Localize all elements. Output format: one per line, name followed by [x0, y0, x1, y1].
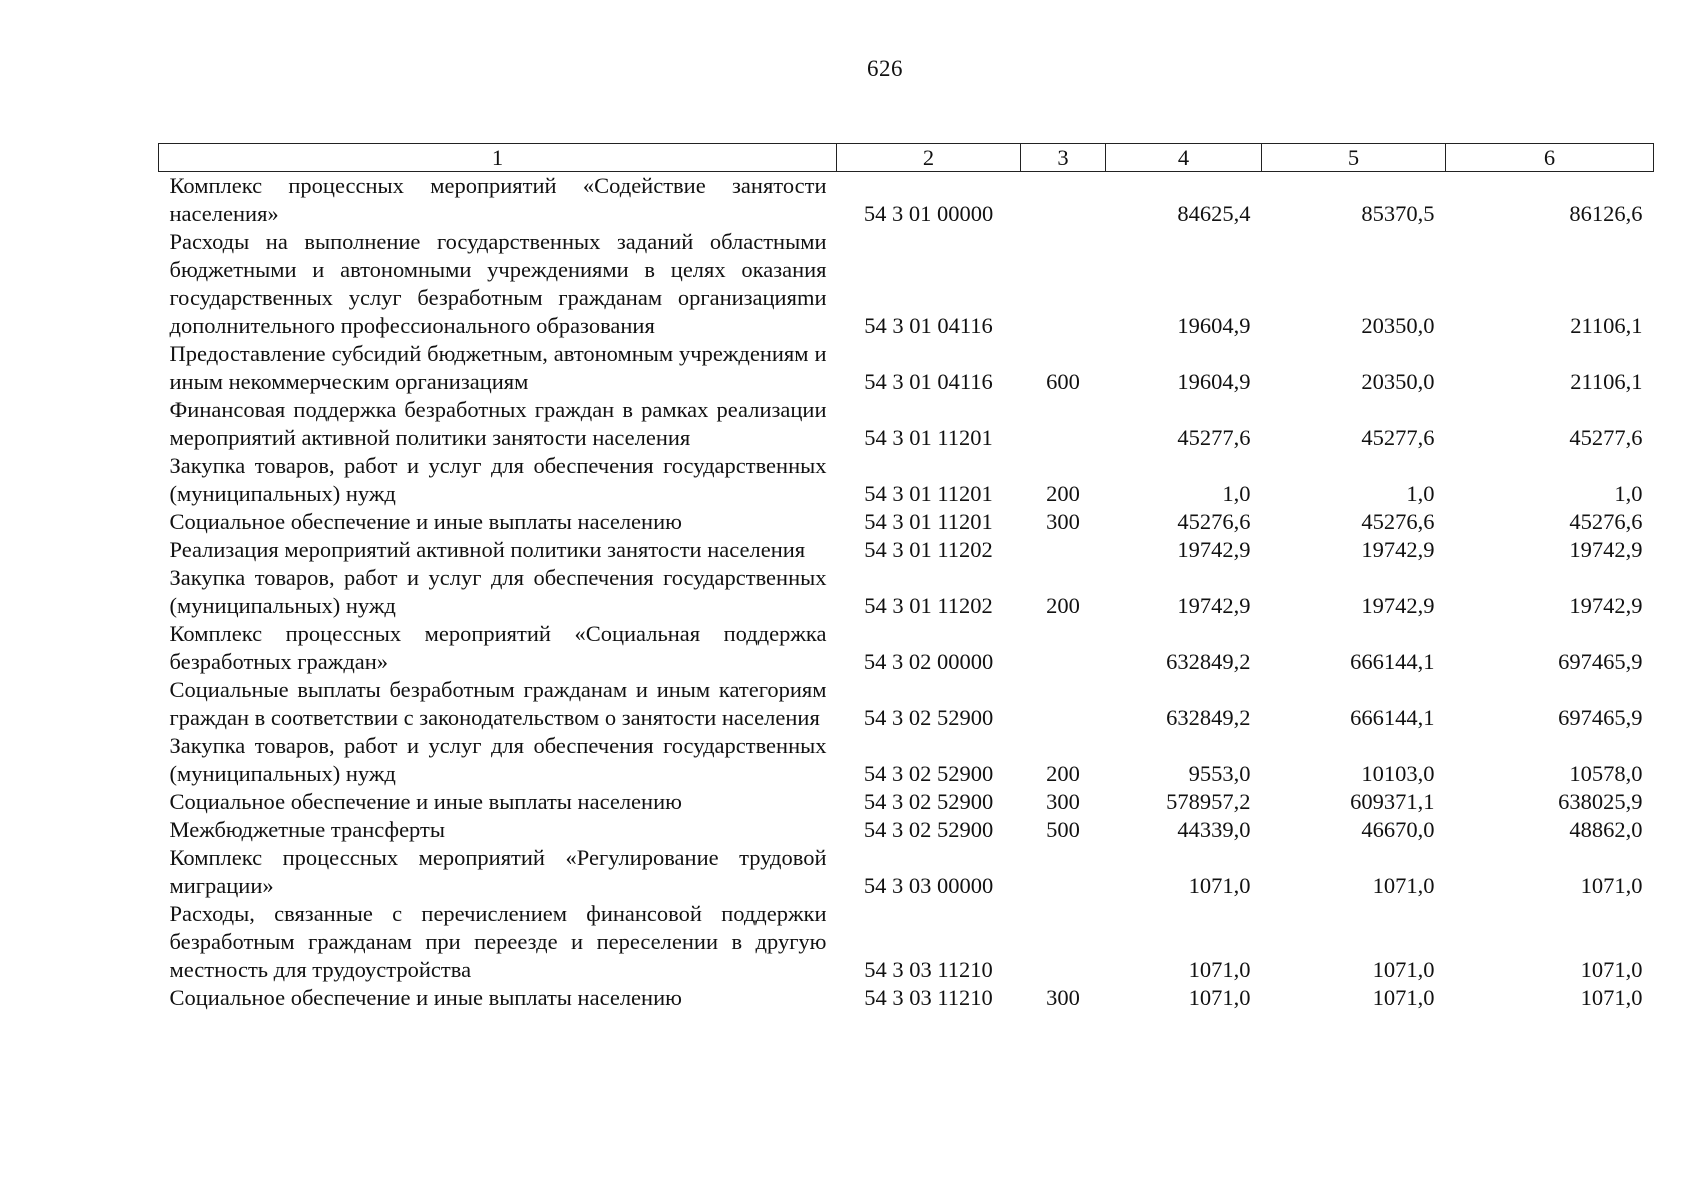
row-value-col5: 85370,5	[1361, 201, 1435, 226]
table-row	[159, 900, 1654, 984]
row-code: 54 3 02 52900	[863, 789, 994, 814]
row-name: Социальное обеспечение и иные выплаты населению	[169, 985, 682, 1010]
row-name: Закупка товаров, работ и услуг для обеспечения государственных (муниципальных) нужд	[169, 565, 827, 618]
row-expense-type: 300	[1046, 509, 1080, 534]
row-value-col4: 19742,9	[1177, 593, 1251, 618]
row-code: 54 3 02 52900	[863, 817, 994, 842]
row-code: 54 3 01 00000	[863, 201, 994, 226]
table-row	[159, 788, 1654, 816]
row-value-col5: 1071,0	[1372, 873, 1435, 898]
header-col-6: 6	[1446, 144, 1654, 172]
row-value-col4: 45277,6	[1177, 425, 1251, 450]
row-expense-type: 200	[1046, 593, 1080, 618]
row-value-col6: 1,0	[1614, 481, 1643, 506]
table-row	[159, 984, 1654, 1012]
row-value-col6: 1071,0	[1580, 873, 1643, 898]
row-value-col4: 1071,0	[1188, 985, 1251, 1010]
table-row	[159, 340, 1654, 396]
row-name: Социальные выплаты безработным гражданам и иным категориям граждан в соответствии с законодательством о занятости населения	[169, 677, 827, 730]
row-value-col6: 19742,9	[1569, 537, 1643, 562]
row-value-col4: 19604,9	[1177, 369, 1251, 394]
row-value-col5: 609371,1	[1350, 789, 1435, 814]
header-col-2: 2	[837, 144, 1021, 172]
table-row	[159, 396, 1654, 452]
row-value-col4: 578957,2	[1166, 789, 1251, 814]
table-row	[159, 536, 1654, 564]
row-value-col6: 697465,9	[1558, 649, 1643, 674]
row-expense-type	[1021, 620, 1106, 676]
budget-table	[158, 143, 1654, 1012]
row-value-col4: 19604,9	[1177, 313, 1251, 338]
row-value-col6: 697465,9	[1558, 705, 1643, 730]
row-value-col5: 19742,9	[1361, 537, 1435, 562]
row-value-col6: 45277,6	[1569, 425, 1643, 450]
row-value-col5: 45276,6	[1361, 509, 1435, 534]
table-row	[159, 676, 1654, 732]
row-code: 54 3 03 00000	[863, 873, 994, 898]
table-row	[159, 564, 1654, 620]
row-expense-type	[1021, 228, 1106, 340]
row-code: 54 3 01 04116	[864, 369, 993, 394]
row-value-col6: 21106,1	[1570, 369, 1643, 394]
row-code: 54 3 01 11201	[864, 481, 993, 506]
row-expense-type	[1021, 396, 1106, 452]
row-value-col5: 20350,0	[1361, 313, 1435, 338]
row-code: 54 3 01 04116	[864, 313, 993, 338]
row-name: Финансовая поддержка безработных граждан в рамках реализации мероприятий активной политики занятости населения	[169, 397, 827, 450]
row-name: Реализация мероприятий активной политики занятости населения	[169, 537, 806, 562]
row-value-col4: 1071,0	[1188, 873, 1251, 898]
row-code: 54 3 01 11202	[864, 537, 993, 562]
row-name: Комплекс процессных мероприятий «Социальная поддержка безработных граждан»	[169, 621, 827, 674]
row-name: Межбюджетные трансферты	[169, 817, 445, 842]
row-name: Закупка товаров, работ и услуг для обеспечения государственных (муниципальных) нужд	[169, 733, 827, 786]
row-value-col6: 48862,0	[1569, 817, 1643, 842]
row-value-col6: 1071,0	[1580, 985, 1643, 1010]
row-code: 54 3 01 11202	[864, 593, 993, 618]
table-row	[159, 816, 1654, 844]
row-name: Комплекс процессных мероприятий «Содействие занятости населения»	[169, 173, 827, 226]
row-value-col5: 1071,0	[1372, 985, 1435, 1010]
row-code: 54 3 03 11210	[864, 957, 993, 982]
table-row	[159, 732, 1654, 788]
row-expense-type: 200	[1046, 481, 1080, 506]
row-value-col5: 19742,9	[1361, 593, 1435, 618]
table-row	[159, 172, 1654, 229]
header-col-4: 4	[1106, 144, 1262, 172]
row-code: 54 3 01 11201	[864, 425, 993, 450]
row-value-col4: 1,0	[1222, 481, 1251, 506]
table-body	[159, 172, 1654, 1013]
row-value-col6: 21106,1	[1570, 313, 1643, 338]
row-code: 54 3 02 52900	[863, 705, 994, 730]
table-row	[159, 452, 1654, 508]
row-value-col5: 1,0	[1406, 481, 1435, 506]
row-value-col6: 638025,9	[1558, 789, 1643, 814]
row-value-col6: 45276,6	[1569, 509, 1643, 534]
header-col-3: 3	[1021, 144, 1106, 172]
row-name: Социальное обеспечение и иные выплаты населению	[169, 789, 682, 814]
table-header	[159, 144, 1654, 172]
row-value-col5: 20350,0	[1361, 369, 1435, 394]
row-value-col4: 45276,6	[1177, 509, 1251, 534]
header-row	[159, 144, 1654, 172]
header-col-5: 5	[1262, 144, 1446, 172]
row-expense-type	[1021, 536, 1106, 564]
table-row	[159, 508, 1654, 536]
row-expense-type	[1021, 676, 1106, 732]
row-name: Расходы, связанные с перечислением финансовой поддержки безработным гражданам при переезде и переселении в другую местность для трудоустройства	[169, 901, 827, 982]
row-code: 54 3 01 11201	[864, 509, 993, 534]
table-row	[159, 620, 1654, 676]
row-expense-type	[1021, 172, 1106, 229]
row-expense-type	[1021, 844, 1106, 900]
row-code: 54 3 03 11210	[864, 985, 993, 1010]
row-name: Предоставление субсидий бюджетным, автономным учреждениям и иным некоммерческим организациям	[169, 341, 827, 394]
row-value-col5: 46670,0	[1361, 817, 1435, 842]
row-value-col5: 666144,1	[1350, 705, 1435, 730]
row-value-col6: 86126,6	[1569, 201, 1643, 226]
row-code: 54 3 02 52900	[863, 761, 994, 786]
row-expense-type: 600	[1046, 369, 1080, 394]
row-expense-type: 300	[1046, 789, 1080, 814]
row-value-col5: 10103,0	[1361, 761, 1435, 786]
row-expense-type: 500	[1046, 817, 1080, 842]
row-value-col4: 9553,0	[1188, 761, 1251, 786]
row-value-col5: 45277,6	[1361, 425, 1435, 450]
row-name: Расходы на выполнение государственных заданий областными бюджетными и автономными учреждениями в целях оказания государственных услуг безработным гражданам организацияmи дополнительного профессионального образования	[169, 229, 827, 338]
row-value-col5: 666144,1	[1350, 649, 1435, 674]
table-row	[159, 844, 1654, 900]
header-col-1: 1	[159, 144, 837, 172]
row-value-col4: 632849,2	[1166, 649, 1251, 674]
row-value-col4: 84625,4	[1177, 201, 1251, 226]
row-code: 54 3 02 00000	[863, 649, 994, 674]
row-value-col5: 1071,0	[1372, 957, 1435, 982]
row-value-col4: 44339,0	[1177, 817, 1251, 842]
row-expense-type	[1021, 900, 1106, 984]
row-expense-type: 300	[1046, 985, 1080, 1010]
row-name: Закупка товаров, работ и услуг для обеспечения государственных (муниципальных) нужд	[169, 453, 827, 506]
row-value-col4: 632849,2	[1166, 705, 1251, 730]
row-value-col6: 19742,9	[1569, 593, 1643, 618]
page-number: 626	[867, 56, 903, 81]
row-expense-type: 200	[1046, 761, 1080, 786]
row-value-col4: 19742,9	[1177, 537, 1251, 562]
row-name: Комплекс процессных мероприятий «Регулирование трудовой миграции»	[169, 845, 827, 898]
row-value-col6: 10578,0	[1569, 761, 1643, 786]
row-value-col6: 1071,0	[1580, 957, 1643, 982]
table-row	[159, 228, 1654, 340]
row-name: Социальное обеспечение и иные выплаты населению	[169, 509, 682, 534]
row-value-col4: 1071,0	[1188, 957, 1251, 982]
